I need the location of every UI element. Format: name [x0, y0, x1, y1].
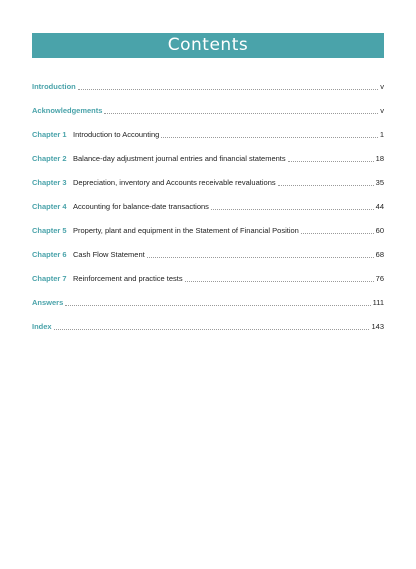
toc-entry-chapter-4[interactable]: [32, 188, 384, 212]
toc-entry-page: 76: [375, 274, 384, 283]
table-of-contents: [32, 68, 384, 332]
toc-chapter-number[interactable]: Chapter 1: [32, 130, 67, 139]
toc-entry-page: 111: [372, 298, 384, 307]
toc-chapter-title[interactable]: Depreciation, inventory and Accounts receivable revaluations: [73, 178, 276, 187]
toc-chapter-title[interactable]: Balance-day adjustment journal entries and financial statements: [73, 154, 286, 163]
dot-leader: [185, 280, 374, 282]
toc-entry-page: 68: [375, 250, 384, 259]
toc-chapter-title[interactable]: Property, plant and equipment in the Statement of Financial Position: [73, 226, 299, 235]
toc-entry-chapter-2[interactable]: [32, 140, 384, 164]
toc-entry-chapter-3[interactable]: [32, 164, 384, 188]
toc-entry-page: 35: [375, 178, 384, 187]
page-title: Contents: [167, 35, 249, 55]
toc-entry-page: v: [380, 106, 384, 115]
toc-chapter-title[interactable]: Cash Flow Statement: [73, 250, 145, 259]
toc-chapter-title[interactable]: Reinforcement and practice tests: [73, 274, 183, 283]
toc-entry-chapter-5[interactable]: [32, 212, 384, 236]
toc-entry-label[interactable]: Introduction: [32, 82, 76, 91]
dot-leader: [278, 184, 374, 186]
dot-leader: [211, 208, 374, 210]
toc-chapter-number[interactable]: Chapter 6: [32, 250, 67, 259]
toc-entry-page: 18: [375, 154, 384, 163]
toc-entry-chapter-1[interactable]: [32, 116, 384, 140]
dot-leader: [54, 328, 370, 330]
toc-entry-acknowledgements[interactable]: [32, 92, 384, 116]
toc-entry-page: 60: [375, 226, 384, 235]
contents-banner: [32, 33, 384, 58]
toc-chapter-number[interactable]: Chapter 5: [32, 226, 67, 235]
toc-chapter-number[interactable]: Chapter 2: [32, 154, 67, 163]
toc-entry-page: v: [380, 82, 384, 91]
toc-chapter-number[interactable]: Chapter 3: [32, 178, 67, 187]
dot-leader: [65, 304, 370, 306]
dot-leader: [78, 88, 379, 90]
toc-chapter-number[interactable]: Chapter 7: [32, 274, 67, 283]
toc-entry-page: 44: [375, 202, 384, 211]
dot-leader: [301, 232, 374, 234]
toc-chapter-title[interactable]: Introduction to Accounting: [73, 130, 160, 139]
toc-entry-answers[interactable]: [32, 284, 384, 308]
dot-leader: [161, 136, 378, 138]
toc-entry-introduction[interactable]: [32, 68, 384, 92]
toc-entry-chapter-7[interactable]: [32, 260, 384, 284]
toc-entry-chapter-6[interactable]: [32, 236, 384, 260]
dot-leader: [147, 256, 374, 258]
dot-leader: [104, 112, 378, 114]
toc-entry-page: 143: [371, 322, 384, 331]
toc-entry-label[interactable]: Answers: [32, 298, 64, 307]
toc-entry-page: 1: [379, 130, 384, 139]
toc-chapter-title[interactable]: Accounting for balance-date transactions: [73, 202, 209, 211]
dot-leader: [288, 160, 374, 162]
toc-entry-index[interactable]: [32, 308, 384, 332]
toc-entry-label[interactable]: Acknowledgements: [32, 106, 103, 115]
toc-entry-label[interactable]: Index: [32, 322, 52, 331]
toc-chapter-number[interactable]: Chapter 4: [32, 202, 67, 211]
